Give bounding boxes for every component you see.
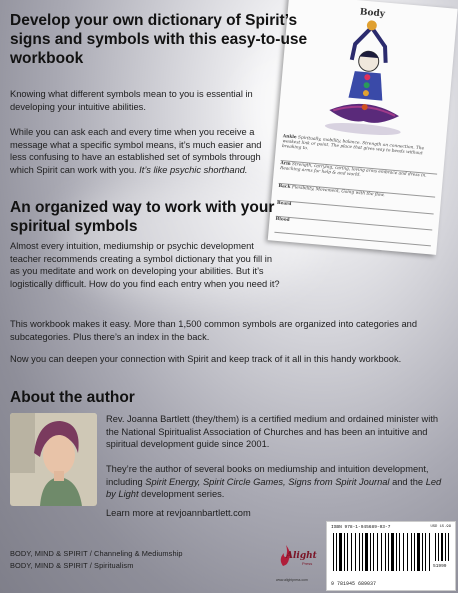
barcode-bar: [365, 533, 367, 571]
barcode-bar: [414, 533, 416, 571]
addon-bar: [445, 533, 446, 561]
barcode-bar: [388, 533, 390, 571]
publisher-press: Press: [302, 561, 313, 566]
barcode-bar: [333, 533, 334, 571]
barcode-bar: [355, 533, 356, 571]
barcode-bars: [333, 533, 433, 571]
entry-back: Back Flexibility, Movement, Going with the flow.: [277, 184, 435, 215]
author-website: Learn more at revjoannbartlett.com: [106, 508, 251, 518]
isbn-text: ISBN 978-1-945689-03-7: [331, 525, 391, 530]
barcode-bar: [370, 533, 372, 571]
entry-arm: Arm Strength, carrying, caring, loving arms embrace and dress in. Reaching arms for help & and world.: [279, 161, 437, 198]
barcode-bar: [377, 533, 378, 571]
isbn-barcode: [326, 521, 456, 591]
paragraph-knowing: Knowing what different symbols mean to you is essential in developing your intuitive abilities.: [10, 89, 253, 112]
addon-bar: [441, 533, 443, 561]
barcode-bar: [336, 533, 338, 571]
price-code: USD 15.99: [430, 525, 451, 529]
author-books: They’re the author of several books on mediumship and intuition development, including Spirit Energy, Spirit Circle Games, Signs from Spirit Journal and the Led by Light development series.: [106, 464, 442, 500]
bisac-category-1: BODY, MIND & SPIRIT / Channeling & Mediumship: [10, 549, 183, 558]
sample-page-title: Body: [359, 7, 386, 20]
barcode-bar: [411, 533, 412, 571]
barcode-bar: [339, 533, 341, 571]
headline-author: About the author: [10, 389, 135, 406]
paragraph-almost: Almost every intuition, mediumship or psychic development teacher recommends creating a symbol dictionary that you fill in as you meditate and work on developing your abilities. But it’s logistically difficult. How do you find each entry when you need it?: [10, 241, 280, 289]
addon-barcode-bars: [435, 533, 451, 561]
publisher-url: www.alightpress.com: [276, 578, 308, 582]
addon-bar: [448, 533, 449, 561]
barcode-bar: [385, 533, 386, 571]
barcode-digits: 9 781945 689037: [331, 581, 377, 587]
paragraph-while: While you can ask each and every time when you receive a message what a specific symbol means, it’s much easier and less confusing to have an established set of symbols through which Spirit can work with you. It’s like psychic shorthand.: [10, 127, 262, 175]
barcode-bar: [407, 533, 408, 571]
meditating-figure-illustration: [317, 14, 417, 143]
addon-bar: [438, 533, 439, 561]
barcode-bar: [362, 533, 364, 571]
addon-bar: [435, 533, 436, 561]
barcode-bar: [422, 533, 424, 571]
entry-beard: Beard: [276, 201, 434, 231]
barcode-bar: [417, 533, 419, 571]
paragraph-deepen: Now you can deepen your connection with Spirit and keep track of it all in this handy workbook.: [10, 354, 402, 364]
barcode-bar: [344, 533, 346, 571]
entry-blood: Blood: [274, 217, 432, 247]
publisher-name: Alight: [286, 551, 317, 561]
barcode-bar: [429, 533, 430, 571]
publisher-logo: [276, 537, 326, 587]
barcode-bar: [351, 533, 352, 571]
sample-entry-lines: [274, 134, 439, 246]
headline-develop: Develop your own dictionary of Spirit’s signs and symbols with this easy-to-use workbook: [10, 12, 308, 67]
barcode-bar: [381, 533, 382, 571]
entry-ankle: Ankle Spiritually, mobility, balance. Strength on connection. The weakest link or point. The place that gives way to bends without breaking to.: [281, 134, 440, 175]
headline-organized: An organized way to work with your spiritual symbols: [10, 199, 275, 235]
barcode-bar: [399, 533, 400, 571]
author-bio: Rev. Joanna Bartlett (they/them) is a certified medium and ordained minister with the National Spiritualist Association of Churches and has been an intuitive and spiritual development guide since 2001.: [106, 414, 439, 450]
barcode-bar: [347, 533, 348, 571]
barcode-bar: [403, 533, 404, 571]
barcode-bar: [396, 533, 398, 571]
barcode-bar: [425, 533, 426, 571]
bisac-category-2: BODY, MIND & SPIRIT / Spiritualism: [10, 561, 134, 570]
barcode-bar: [391, 533, 393, 571]
addon-digits: 51999: [433, 564, 447, 569]
barcode-bar: [373, 533, 374, 571]
author-photo: [10, 413, 97, 506]
paragraph-workbook: This workbook makes it easy. More than 1,500 common symbols are organized into categories and subcategories. Plus there’s an index in the back.: [10, 319, 418, 342]
barcode-bar: [359, 533, 360, 571]
